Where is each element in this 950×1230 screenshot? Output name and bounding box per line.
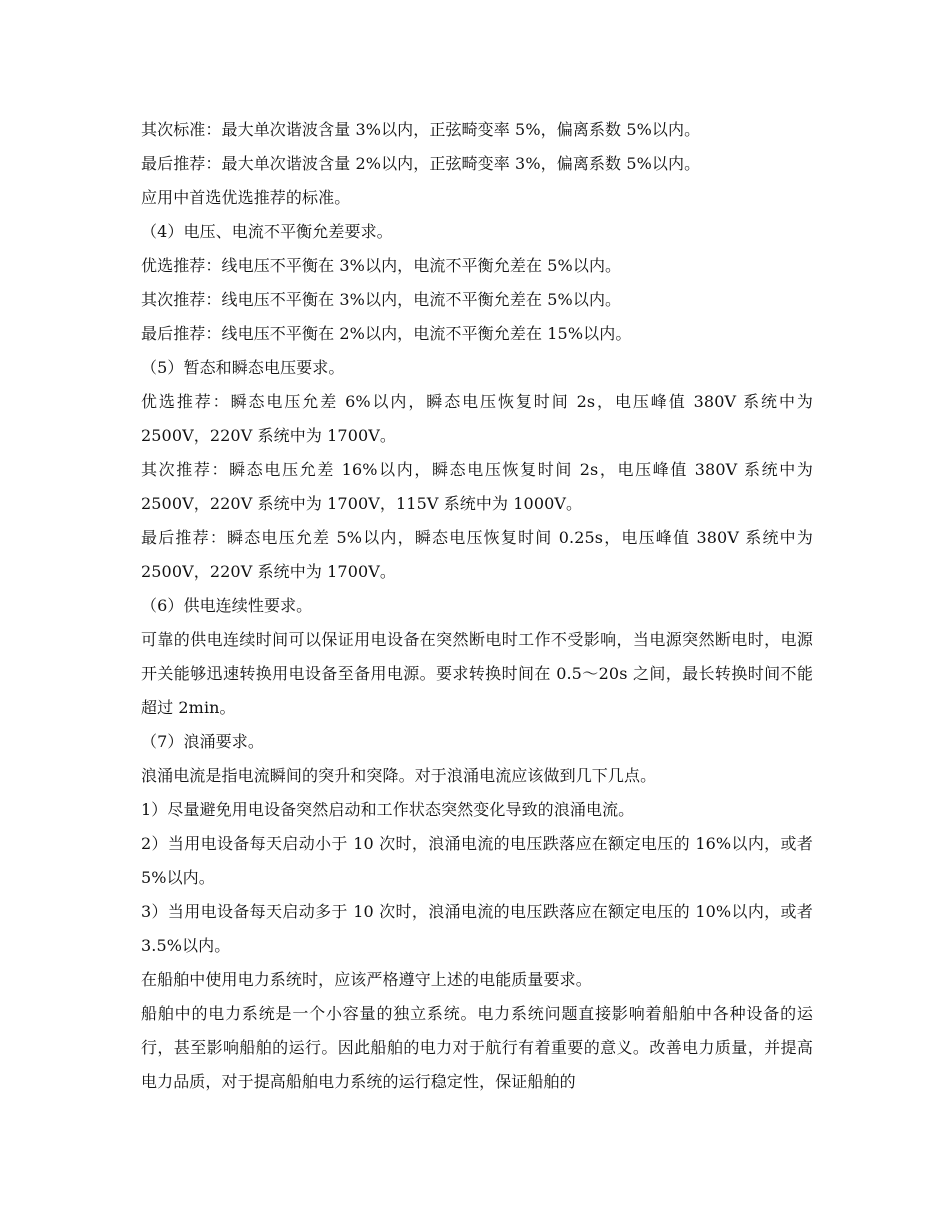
paragraph-final-recommendation-harmonics: 最后推荐：最大单次谐波含量 2%以内，正弦畸变率 3%，偏离系数 5%以内。	[141, 154, 701, 173]
paragraph-surge-definition: 浪涌电流是指电流瞬间的突升和突降。对于浪涌电流应该做到几下几点。	[141, 766, 657, 785]
paragraph-unbalance-preferred: 优选推荐：线电压不平衡在 3%以内，电流不平衡允差在 5%以内。	[141, 256, 622, 275]
paragraph-transient-preferred: 优选推荐：瞬态电压允差 6%以内，瞬态电压恢复时间 2s，电压峰值 380V 系统中为 2500V，220V 系统中为 1700V。	[141, 392, 813, 445]
section-heading-supply-continuity: （6）供电连续性要求。	[141, 596, 313, 615]
paragraph-compliance-note: 在船舶中使用电力系统时，应该严格遵守上述的电能质量要求。	[141, 970, 592, 989]
list-item-surge-3: 3）当用电设备每天启动多于 10 次时，浪涌电流的电压跌落应在额定电压的 10%以内，或者 3.5%以内。	[141, 902, 813, 955]
section-heading-unbalance: （4）电压、电流不平衡允差要求。	[141, 222, 393, 241]
section-heading-transient-voltage: （5）暂态和瞬态电压要求。	[141, 358, 345, 377]
paragraph-secondary-standard: 其次标准：最大单次谐波含量 3%以内，正弦畸变率 5%，偏离系数 5%以内。	[141, 120, 701, 139]
paragraph-preferred-standard-note: 应用中首选优选推荐的标准。	[141, 188, 351, 207]
section-heading-surge: （7）浪涌要求。	[141, 732, 264, 751]
paragraph-ship-power-system: 船舶中的电力系统是一个小容量的独立系统。电力系统问题直接影响着船舶中各种设备的运行，甚至影响船舶的运行。因此船舶的电力对于航行有着重要的意义。改善电力质量，并提高电力品质，对于提高船舶电力系统的运行稳定性，保证船舶的	[141, 1004, 813, 1091]
paragraph-unbalance-final: 最后推荐：线电压不平衡在 2%以内，电流不平衡允差在 15%以内。	[141, 324, 632, 343]
paragraph-unbalance-secondary: 其次推荐：线电压不平衡在 3%以内，电流不平衡允差在 5%以内。	[141, 290, 622, 309]
paragraph-transient-final: 最后推荐：瞬态电压允差 5%以内，瞬态电压恢复时间 0.25s，电压峰值 380V 系统中为 2500V，220V 系统中为 1700V。	[141, 528, 813, 581]
list-item-surge-2: 2）当用电设备每天启动小于 10 次时，浪涌电流的电压跌落应在额定电压的 16%以内，或者 5%以内。	[141, 834, 813, 887]
document-page	[141, 113, 813, 1099]
paragraph-transient-secondary: 其次推荐：瞬态电压允差 16%以内，瞬态电压恢复时间 2s，电压峰值 380V 系统中为 2500V，220V 系统中为 1700V，115V 系统中为 1000V。	[141, 460, 813, 513]
list-item-surge-1: 1）尽量避免用电设备突然启动和工作状态突然变化导致的浪涌电流。	[141, 800, 635, 819]
paragraph-supply-continuity: 可靠的供电连续时间可以保证用电设备在突然断电时工作不受影响，当电源突然断电时，电源开关能够迅速转换用电设备至备用电源。要求转换时间在 0.5～20s 之间，最长转换时间不能超过 2min。	[141, 630, 813, 717]
